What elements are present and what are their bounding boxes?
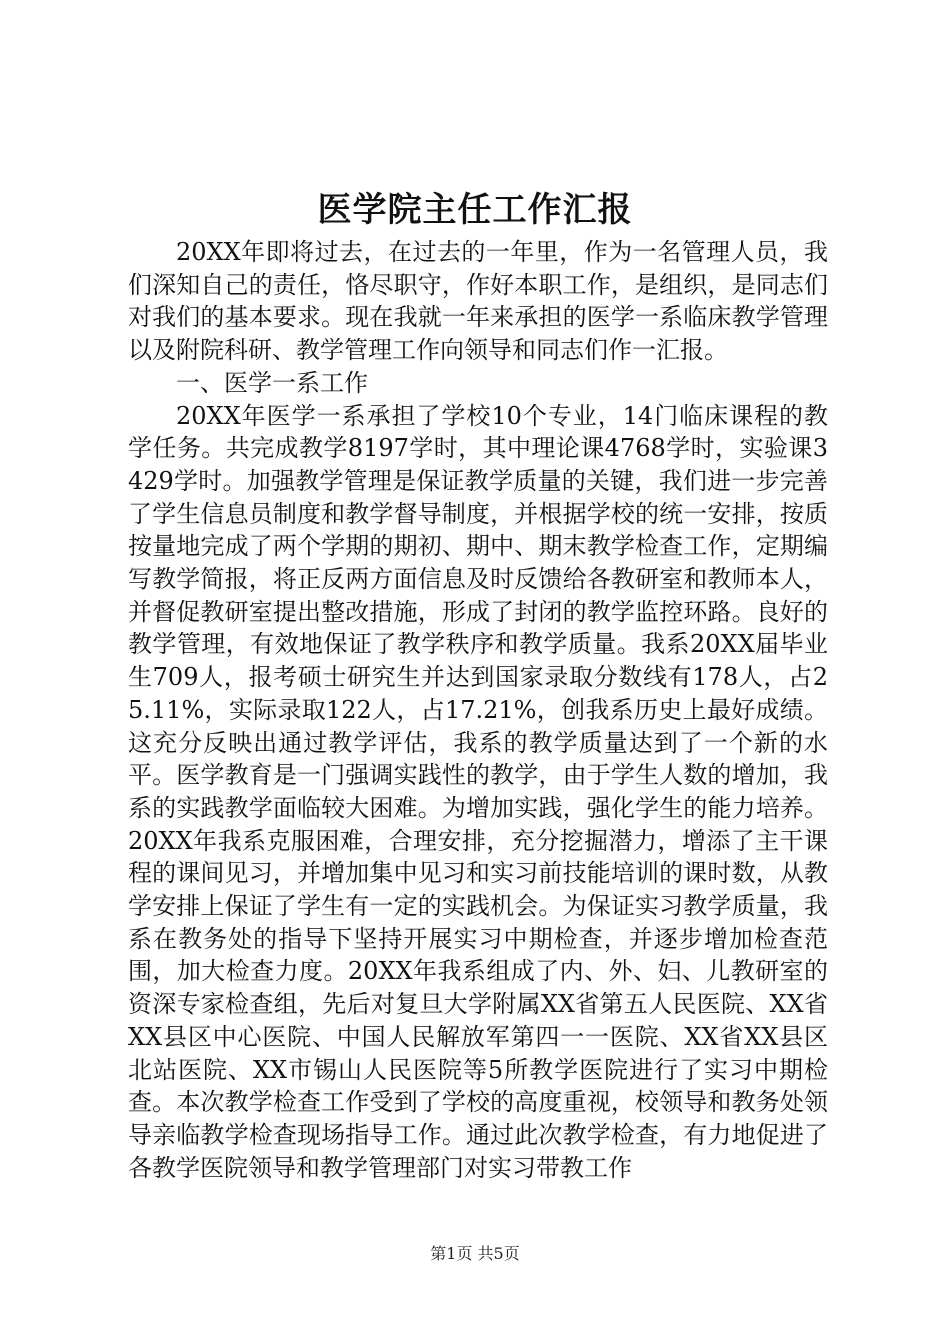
document-title: 医学院主任工作汇报 xyxy=(317,190,633,230)
page-number-footer: 第1页 共5页 xyxy=(430,1244,520,1263)
paragraph-section-one: 20XX年医学一系承担了学校10个专业，14门临床课程的教学任务。共完成教学8197学时，其中理论课4768学时，实验课3429学时。加强教学管理是保证教学质量的关键，我们进一步完善了学生信息员制度和教学督导制度，并根据学校的统一安排，按质按量地完成了两个学期的期初、期中、期末教学检查工作，定期编写教学简报，将正反两方面信息及时反馈给各教研室和教师本人，并督促教研室提出整改措施，形成了封闭的教学监控环路。良好的教学管理，有效地保证了教学秩序和教学质量。我系20XX届毕业生709人，报考硕士研究生并达到国家录取分数线有178人，占25.11%，实际录取122人，占17.21%，创我系历史上最好成绩。这充分反映出通过教学评估，我系的教学质量达到了一个新的水平。医学教育是一门强调实践性的教学，由于学生人数的增加，我系的实践教学面临较大困难。为增加实践，强化学生的能力培养。20XX年我系克服困难，合理安排，充分挖掘潜力，增添了主干课程的课间见习，并增加集中见习和实习前技能培训的课时数，从教学安排上保证了学生有一定的实践机会。为保证实习教学质量，我系在教务处的指导下坚持开展实习中期检查，并逐步增加检查范围，加大检查力度。20XX年我系组成了内、外、妇、儿教研室的资深专家检查组，先后对复旦大学附属XX省第五人民医院、XX省XX县区中心医院、中国人民解放军第四一一医院、XX省XX县区北站医院、XX市锡山人民医院等5所教学医院进行了实习中期检查。本次教学检查工作受到了学校的高度重视，校领导和教务处领导亲临教学检查现场指导工作。通过此次教学检查，有力地促进了各教学医院领导和教学管理部门对实习带教工作 xyxy=(128,401,828,1182)
document-body xyxy=(128,236,828,1184)
paragraph-intro: 20XX年即将过去，在过去的一年里，作为一名管理人员，我们深知自己的责任，恪尽职守，作好本职工作，是组织，是同志们对我们的基本要求。现在我就一年来承担的医学一系临床教学管理以及附院科研、教学管理工作向领导和同志们作一汇报。 xyxy=(128,238,828,365)
section-heading: 一、医学一系工作 xyxy=(176,368,368,397)
